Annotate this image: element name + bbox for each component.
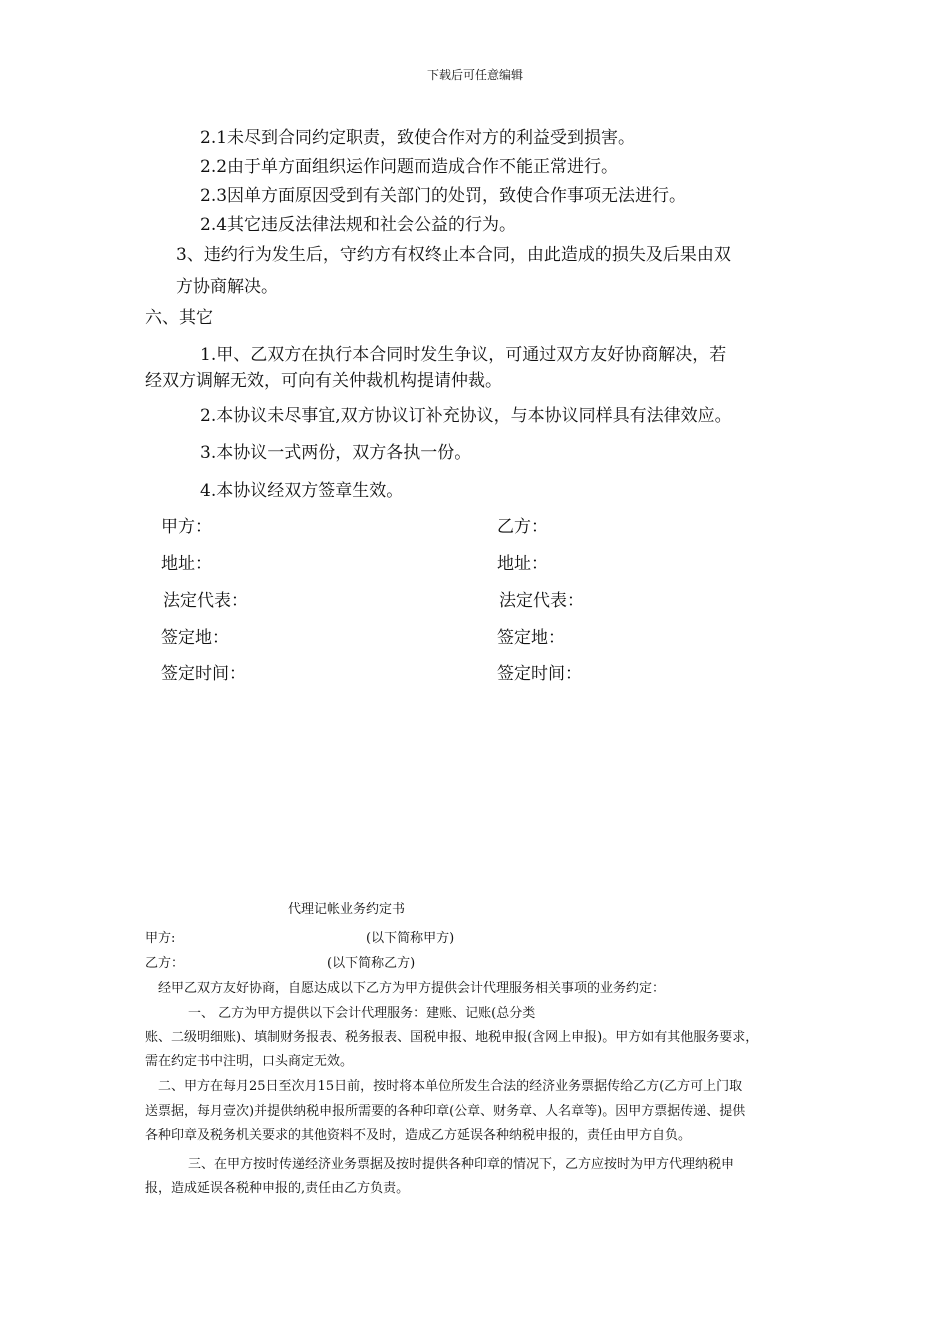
agreement2-p2-line3: 各种印章及税务机关要求的其他资料不及时，造成乙方延误各种纳税申报的，责任由甲方自负。 <box>145 1128 692 1143</box>
agreement2-party-a-note: (以下简称甲方) <box>366 931 455 946</box>
sig-date-b: 签定时间： <box>497 664 582 684</box>
section6-item3: 3.本协议一式两份，双方各执一份。 <box>200 443 472 463</box>
page-header: 下载后可任意编辑 <box>426 68 523 82</box>
section6-item2: 2.本协议未尽事宜,双方协议订补充协议，与本协议同样具有法律效应。 <box>200 406 732 426</box>
agreement2-p3-line2: 报，造成延误各税种申报的,责任由乙方负责。 <box>145 1181 410 1196</box>
clause-2-2: 2.2由于单方面组织运作问题而造成合作不能正常进行。 <box>200 157 619 177</box>
sig-legal-rep-a: 法定代表： <box>163 591 248 611</box>
agreement2-p2-line2: 送票据，每月壹次)并提供纳税申报所需要的各种印章(公章、财务章、人名章等)。因甲方票据传递、提供 <box>145 1104 746 1119</box>
clause-2-4: 2.4其它违反法律法规和社会公益的行为。 <box>200 215 517 235</box>
agreement2-p1-line3: 需在约定书中注明，口头商定无效。 <box>145 1054 354 1069</box>
section6-heading: 六、其它 <box>145 308 213 328</box>
agreement2-title: 代理记帐业务约定书 <box>288 902 406 917</box>
clause-3-line2: 方协商解决。 <box>176 277 278 297</box>
sig-party-b: 乙方： <box>497 517 548 537</box>
agreement2-party-b-label: 乙方： <box>145 956 185 971</box>
section6-item1-line2: 经双方调解无效，可向有关仲裁机构提请仲裁。 <box>145 371 502 391</box>
agreement2-party-b-note: (以下简称乙方) <box>327 956 416 971</box>
agreement2-p2-line1: 二、甲方在每月25日至次月15日前，按时将本单位所发生合法的经济业务票据传给乙方(乙方可上门取 <box>158 1079 743 1094</box>
agreement2-p1-line2: 账、二级明细账)、填制财务报表、税务报表、国税申报、地税申报(含网上申报)。甲方如有其他服务要求， <box>145 1030 759 1045</box>
section6-item4: 4.本协议经双方签章生效。 <box>200 481 404 501</box>
sig-legal-rep-b: 法定代表： <box>499 591 584 611</box>
clause-2-1: 2.1未尽到合同约定职责，致使合作对方的利益受到损害。 <box>200 128 636 148</box>
clause-2-3: 2.3因单方面原因受到有关部门的处罚，致使合作事项无法进行。 <box>200 186 687 206</box>
sig-party-a: 甲方： <box>161 517 212 537</box>
agreement2-p3-line1: 三、在甲方按时传递经济业务票据及按时提供各种印章的情况下，乙方应按时为甲方代理纳税申 <box>188 1157 735 1172</box>
agreement2-intro: 经甲乙双方友好协商，自愿达成以下乙方为甲方提供会计代理服务相关事项的业务约定： <box>158 981 666 996</box>
agreement2-p1-line1: 一、 乙方为甲方提供以下会计代理服务：建账、记账(总分类 <box>188 1006 536 1021</box>
section6-item1-line1: 1.甲、乙双方在执行本合同时发生争议，可通过双方友好协商解决，若 <box>200 345 727 365</box>
sig-place-b: 签定地： <box>497 628 565 648</box>
sig-address-a: 地址： <box>161 554 212 574</box>
sig-address-b: 地址： <box>497 554 548 574</box>
clause-3-line1: 3、违约行为发生后，守约方有权终止本合同，由此造成的损失及后果由双 <box>176 245 731 265</box>
agreement2-party-a-label: 甲方: <box>145 931 176 946</box>
sig-place-a: 签定地： <box>161 628 229 648</box>
sig-date-a: 签定时间： <box>161 664 246 684</box>
